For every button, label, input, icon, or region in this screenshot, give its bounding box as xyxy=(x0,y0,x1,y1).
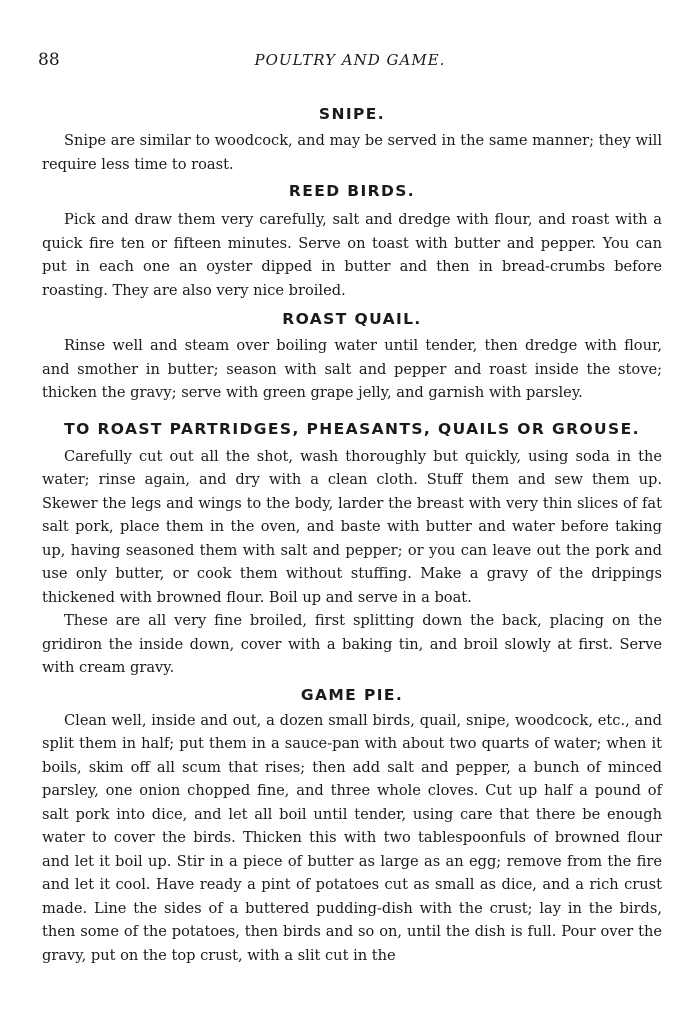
section-heading: ROAST QUAIL. xyxy=(282,310,422,328)
paragraph: These are all very fine broiled, first splitting down the back, placing on the gridiron the inside down, cover with a baking tin, and broil slowly at first. Serve with cream gravy. xyxy=(42,612,662,676)
paragraph: Snipe are similar to woodcock, and may be served in the same manner; they will require less time to roast. xyxy=(42,132,662,173)
section-roast-quail xyxy=(42,308,662,405)
paragraph: Rinse well and steam over boiling water until tender, then dredge with flour, and smother in butter; season with salt and pepper and roast inside the stove; thicken the gravy; serve with green grape jelly, and garnish with parsley. xyxy=(42,337,662,401)
page-number: 88 xyxy=(38,50,60,70)
section-heading: REED BIRDS. xyxy=(288,182,416,200)
paragraph: Pick and draw them very carefully, salt and dredge with flour, and roast with a quick fire ten or fifteen minutes. Serve on toast with butter and pepper. You can put in each one an oyster dipped in butter and then in bread-crumbs before roasting. They are also very nice broiled. xyxy=(42,211,662,299)
section-reed-birds xyxy=(42,180,662,302)
paragraph: Carefully cut out all the shot, wash thoroughly but quickly, using soda in the water; rinse again, and dry with a clean cloth. Stuff them and sew them up. Skewer the legs and wings to the body, larder the breast with very thin slices of fat salt pork, place them in the oven, and baste with butter and water before taking up, having seasoned them with salt and pepper; or you can leave out the pork and use only butter, or cook them without stuffing. Make a gravy of the drippings thickened with browned flour. Boil up and serve in a boat. xyxy=(42,447,662,606)
section-game-pie xyxy=(42,684,662,968)
paragraph: Clean well, inside and out, a dozen small birds, quail, snipe, woodcock, etc., and split them in half; put them in a sauce-pan with about two quarts of water; when it boils, skim off all scum that rises; then add salt and pepper, a bunch of minced parsley, one onion chopped fine, and three whole cloves. Cut up half a pound of salt pork into dice, and let all boil until tender, using care that there be enough water to cover the birds. Thicken this with two tablespoonfuls of browned flour and let it boil up. Stir in a piece of butter as large as an egg; remove from the fire and let it cool. Have ready a pint of potatoes cut as small as dice, and a rich crust made. Line the sides of a buttered pudding-dish with the crust; lay in the birds, then some of the potatoes, then birds and so on, until the dish is full. Pour over the gravy, put on the top crust, with a slit cut in the xyxy=(42,711,662,964)
page-content xyxy=(42,96,662,967)
section-roast-partridges xyxy=(42,418,662,680)
section-heading: SNIPE. xyxy=(318,105,386,123)
section-heading: TO ROAST PARTRIDGES, PHEASANTS, QUAILS OR GROUSE. xyxy=(64,419,640,438)
section-heading: GAME PIE. xyxy=(300,685,404,704)
section-snipe xyxy=(42,103,662,176)
running-head xyxy=(38,50,662,74)
running-title: POULTRY AND GAME. xyxy=(254,51,446,69)
